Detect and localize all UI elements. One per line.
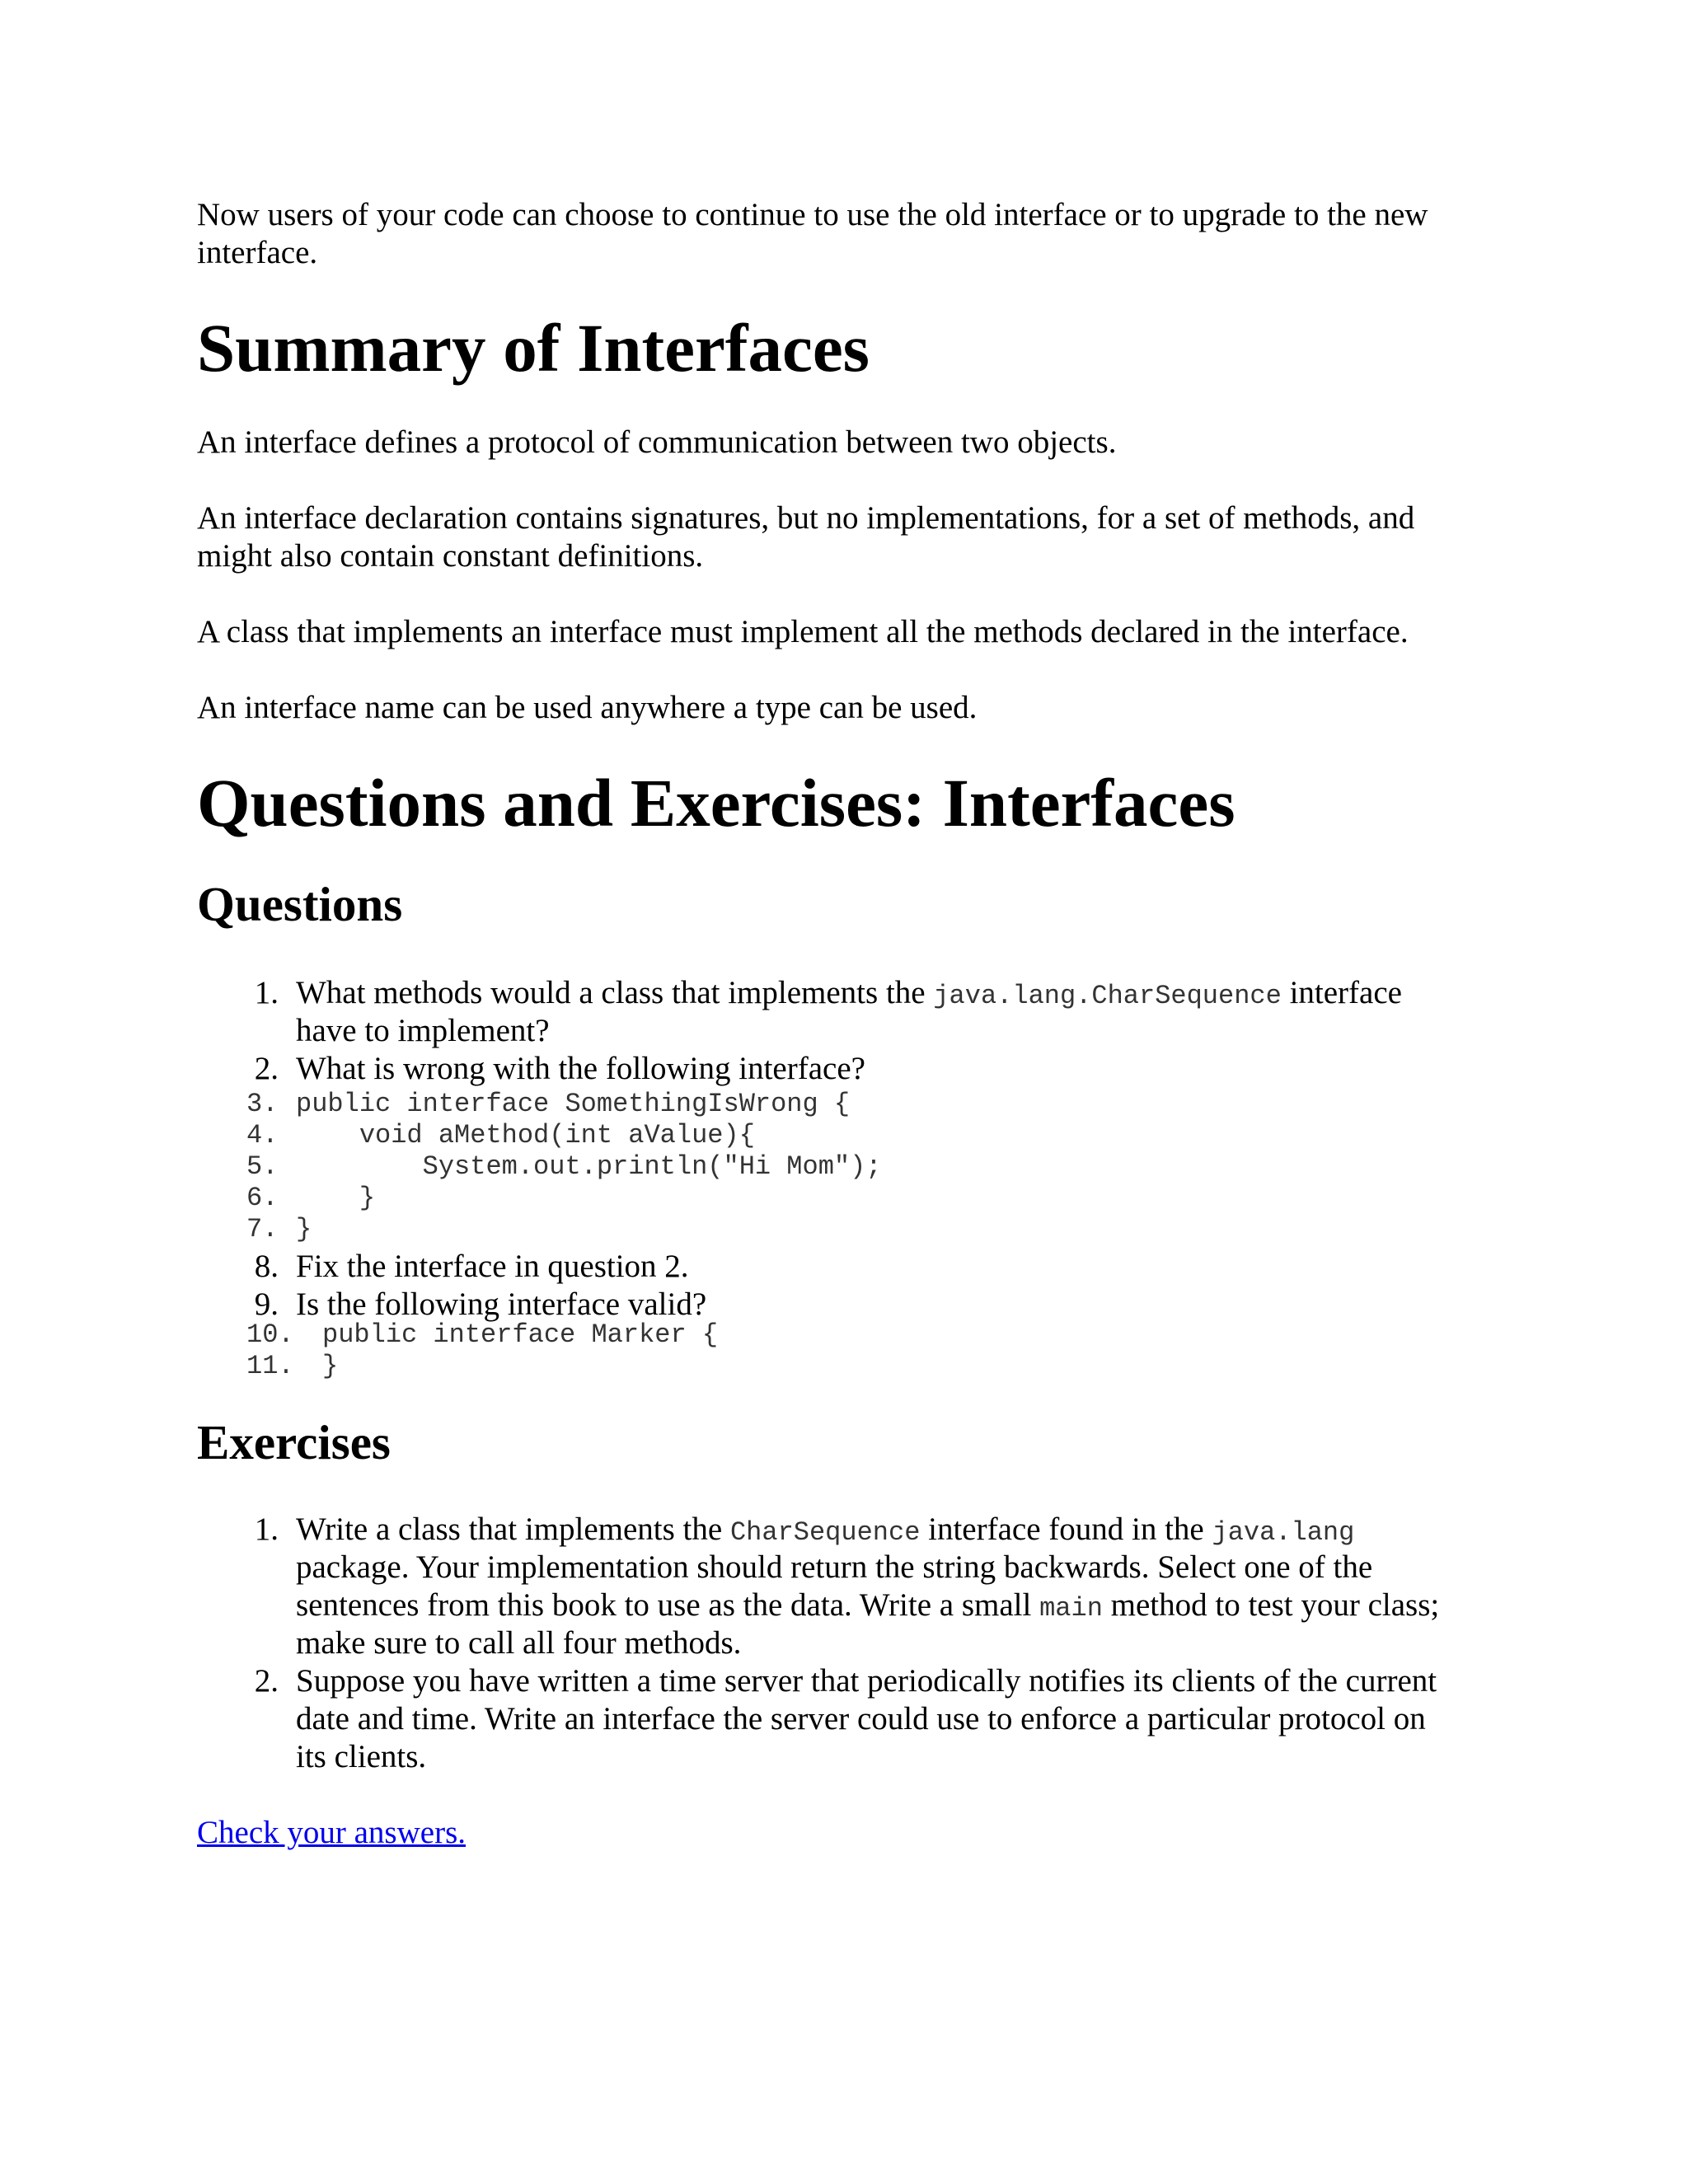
code-line: } <box>296 1214 312 1244</box>
summary-paragraph-4: An interface name can be used anywhere a type can be used. <box>197 690 978 725</box>
code-line: void aMethod(int aValue){ <box>296 1120 755 1151</box>
question-1-text-end: interface <box>1281 975 1402 1010</box>
code-line: System.out.println("Hi Mom"); <box>296 1151 882 1182</box>
code-line: } <box>296 1183 376 1213</box>
code-line-number: 4. <box>246 1120 279 1151</box>
question-number: 1. <box>254 975 279 1010</box>
question-1-text: What methods would a class that implements the <box>296 975 934 1010</box>
question-number: 8. <box>254 1249 279 1284</box>
intro-line-1: Now users of your code can choose to continue to use the old interface or to upgrade to the new <box>197 197 1428 232</box>
code-line-number: 10. <box>246 1319 294 1350</box>
intro-line-2: interface. <box>197 235 318 270</box>
exercise-2-line-2: date and time. Write an interface the server could use to enforce a particular protocol on <box>296 1701 1426 1736</box>
check-answers-link[interactable]: Check your answers. <box>197 1815 466 1850</box>
exercise-1-line-2: package. Your implementation should return the string backwards. Select one of the <box>296 1549 1373 1585</box>
code-line-number: 3. <box>246 1089 279 1119</box>
summary-heading: Summary of Interfaces <box>197 310 870 386</box>
inline-code: java.lang.CharSequence <box>933 981 1282 1011</box>
code-line-number: 5. <box>246 1151 279 1182</box>
summary-paragraph-2-line-2: might also contain constant definitions. <box>197 538 704 574</box>
questions-heading: Questions <box>197 877 403 931</box>
qe-heading: Questions and Exercises: Interfaces <box>197 765 1236 841</box>
code-line-number: 11. <box>246 1351 294 1381</box>
summary-paragraph-1: An interface defines a protocol of communication between two objects. <box>197 424 1117 460</box>
exercise-1-line-1 <box>296 1511 1354 1552</box>
inline-code: CharSequence <box>729 1517 921 1548</box>
exercises-heading: Exercises <box>197 1415 391 1469</box>
code-line-number: 7. <box>246 1214 279 1244</box>
code-line-number: 6. <box>246 1183 279 1213</box>
question-2: What is wrong with the following interface? <box>296 1051 865 1086</box>
exercise-1-text-end: method to test your class; <box>1102 1587 1440 1623</box>
question-1 <box>296 974 1402 1015</box>
code-line: } <box>322 1351 339 1381</box>
question-1-line-2: have to implement? <box>296 1013 550 1048</box>
inline-code: main <box>1039 1593 1103 1624</box>
summary-paragraph-3: A class that implements an interface must implement all the methods declared in the interface. <box>197 614 1409 649</box>
exercise-1-text: Write a class that implements the <box>296 1511 730 1547</box>
exercise-1-text-mid: interface found in the <box>920 1511 1212 1547</box>
question-9: Is the following interface valid? <box>296 1286 707 1322</box>
exercise-1-text: sentences from this book to use as the data. Write a small <box>296 1587 1040 1623</box>
exercise-1-line-3 <box>296 1586 1439 1628</box>
exercise-1-line-4: make sure to call all four methods. <box>296 1625 742 1661</box>
exercise-number: 1. <box>254 1511 279 1547</box>
exercise-number: 2. <box>254 1663 279 1699</box>
question-8: Fix the interface in question 2. <box>296 1249 689 1284</box>
summary-paragraph-2-line-1: An interface declaration contains signatures, but no implementations, for a set of methods, and <box>197 500 1415 536</box>
code-line: public interface Marker { <box>322 1319 719 1350</box>
exercise-2-line-3: its clients. <box>296 1739 427 1774</box>
question-number: 9. <box>254 1286 279 1322</box>
code-line: public interface SomethingIsWrong { <box>296 1089 851 1119</box>
exercise-2-line-1: Suppose you have written a time server that periodically notifies its clients of the current <box>296 1663 1437 1699</box>
question-number: 2. <box>254 1051 279 1086</box>
inline-code: java.lang <box>1212 1517 1355 1548</box>
